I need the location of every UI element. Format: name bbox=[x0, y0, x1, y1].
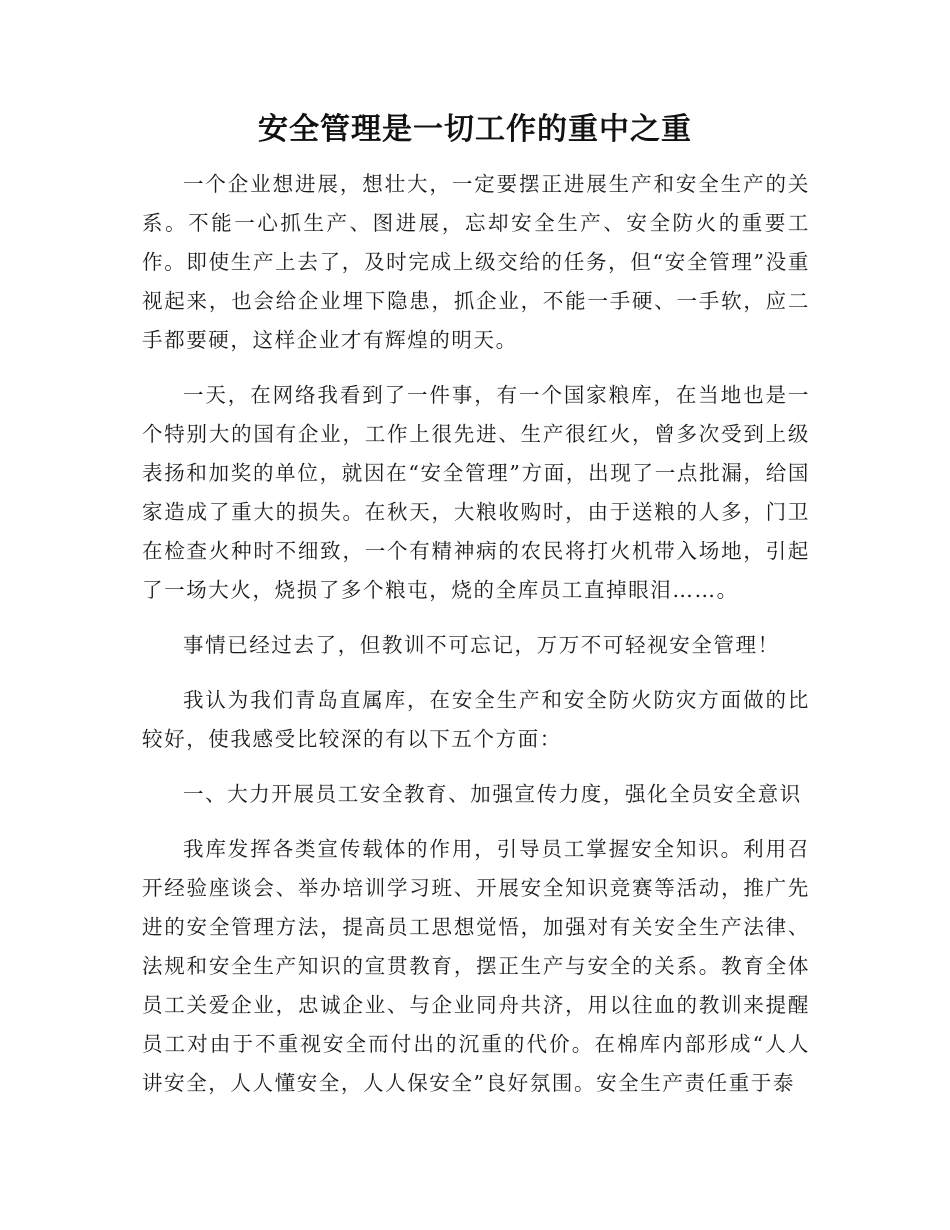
paragraph-grain-depot-story: 一天，在网络我看到了一件事，有一个国家粮库，在当地也是一个特别大的国有企业，工作上很先进、生产很红火，曾多次受到上级表扬和加奖的单位，就因在“安全管理”方面，出现了一点批漏，给国家造成了重大的损失。在秋天，大粮收购时，由于送粮的人多，门卫在检查火种时不细致，一个有精神病的农民将打火机带入场地，引起了一场大火，烧损了多个粮屯，烧的全库员工直掉眼泪……。 bbox=[142, 383, 810, 602]
document-title: 安全管理是一切工作的重中之重 bbox=[258, 112, 692, 147]
paragraph-safety-education: 我库发挥各类宣传载体的作用，引导员工掌握安全知识。利用召开经验座谈会、举办培训学习班、开展安全知识竞赛等活动，推广先进的安全管理方法，提高员工思想觉悟，加强对有关安全生产法律、法规和安全生产知识的宣贯教育，摆正生产与安全的关系。教育全体员工关爱企业，忠诚企业、与企业同舟共济，用以往血的教训来提醒员工对由于不重视安全而付出的沉重的代价。在棉库内部形成“人人讲安全，人人懂安全，人人保安全”良好氛围。安全生产责任重于泰 bbox=[142, 837, 810, 1095]
paragraph-qingdao-depot: 我认为我们青岛直属库，在安全生产和安全防火防灾方面做的比较好，使我感受比较深的有以下五个方面： bbox=[142, 688, 810, 751]
paragraph-lesson: 事情已经过去了，但教训不可忘记，万万不可轻视安全管理！ bbox=[183, 633, 780, 657]
section-heading-1: 一、大力开展员工安全教育、加强宣传力度，强化全员安全意识 bbox=[183, 782, 802, 806]
document-body bbox=[142, 165, 810, 1119]
paragraph-intro: 一个企业想进展，想壮大，一定要摆正进展生产和安全生产的关系。不能一心抓生产、图进展，忘却安全生产、安全防火的重要工作。即使生产上去了，及时完成上级交给的任务，但“安全管理”没重视起来，也会给企业埋下隐患，抓企业，不能一手硬、一手软，应二手都要硬，这样企业才有辉煌的明天。 bbox=[142, 172, 810, 352]
